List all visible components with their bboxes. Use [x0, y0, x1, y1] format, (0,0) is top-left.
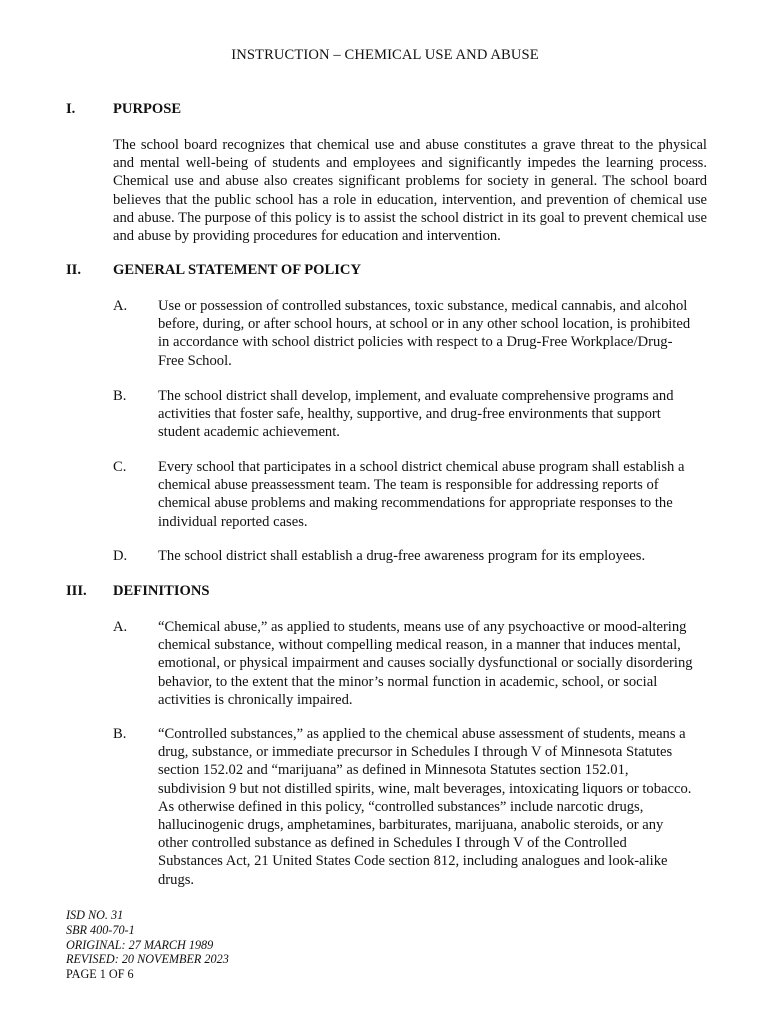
section-heading: [66, 101, 706, 121]
section-number: III.: [66, 583, 87, 599]
item-letter: B.: [113, 388, 127, 404]
item-text: Every school that participates in a school district chemical abuse program shall establish a chemical abuse preassessment team. The team is responsible for addressing reports of chemical abuse problems and making recommendations for appropriate responses to the individual reported cases.: [158, 459, 685, 530]
purpose-paragraph: The school board recognizes that chemical use and abuse constitutes a grave threat to the physical and mental well-being of students and employees and significantly impedes the learning process. Chemical use and abuse also creates significant problems for society in general. The school board believes that the public school has a role in education, intervention, and prevention of chemical use and abuse. The purpose of this policy is to assist the school district in its goal to prevent chemical use and abuse by providing procedures for education and intervention.: [113, 137, 707, 245]
section-title: GENERAL STATEMENT OF POLICY: [113, 262, 361, 278]
document-footer: [66, 908, 229, 982]
section-purpose: [66, 101, 706, 121]
section-general-statement: [66, 262, 706, 282]
item-text: The school district shall develop, implement, and evaluate comprehensive programs and activities that foster safe, healthy, supportive, and drug-free environments that support student academic achievement.: [158, 388, 674, 441]
section-number: II.: [66, 262, 82, 278]
item-letter: D.: [113, 548, 128, 564]
section-definitions: [66, 583, 706, 603]
section-title: PURPOSE: [113, 101, 182, 117]
footer-sbr: SBR 400-70-1: [66, 922, 135, 937]
section-number: I.: [66, 101, 76, 117]
item-letter: A.: [113, 619, 128, 635]
footer-original: ORIGINAL: 27 MARCH 1989: [66, 937, 214, 952]
footer-page-number: PAGE 1 OF 6: [66, 967, 134, 982]
section-heading: [66, 262, 706, 282]
item-text: “Controlled substances,” as applied to the chemical abuse assessment of students, means a drug, substance, or immediate precursor in Schedules I through V of Minnesota Statutes section 152.02 and “marijuana” as defined in Minnesota Statutes section 152.01, subdivision 9 but not distilled spirits, wine, malt beverages, intoxicating liquors or tobacco. As otherwise defined in this policy, “controlled substances” include narcotic drugs, hallucinogenic drugs, amphetamines, barbiturates, marijuana, anabolic steroids, or any other controlled substance as defined in Schedules I through V of the Controlled Substances Act, 21 United States Code section 812, including analogues and look-alike drugs.: [158, 726, 692, 888]
section-title: DEFINITIONS: [113, 583, 210, 599]
item-text: The school district shall establish a drug-free awareness program for its employees.: [158, 548, 646, 564]
footer-revised: REVISED: 20 NOVEMBER 2023: [66, 952, 229, 967]
item-text: “Chemical abuse,” as applied to students, means use of any psychoactive or mood-altering chemical substance, without compelling medical reason, in a manner that induces mental, emotional, or physical impairment and causes socially dysfunctional or socially disordering behavior, to the extent that the minor’s normal function in academic, school, or social activities is chronically impaired.: [158, 619, 693, 708]
section-heading: [66, 583, 706, 603]
footer-isd: ISD NO. 31: [66, 908, 124, 922]
document-title: INSTRUCTION – CHEMICAL USE AND ABUSE: [231, 47, 539, 63]
item-text: Use or possession of controlled substances, toxic substance, medical cannabis, and alcohol before, during, or after school hours, at school or in any other school location, is prohibited in accordance with school district policies with respect to a Drug-Free Workplace/Drug-Free School.: [158, 298, 691, 369]
item-letter: A.: [113, 298, 128, 314]
item-letter: B.: [113, 726, 127, 742]
item-letter: C.: [113, 459, 127, 475]
